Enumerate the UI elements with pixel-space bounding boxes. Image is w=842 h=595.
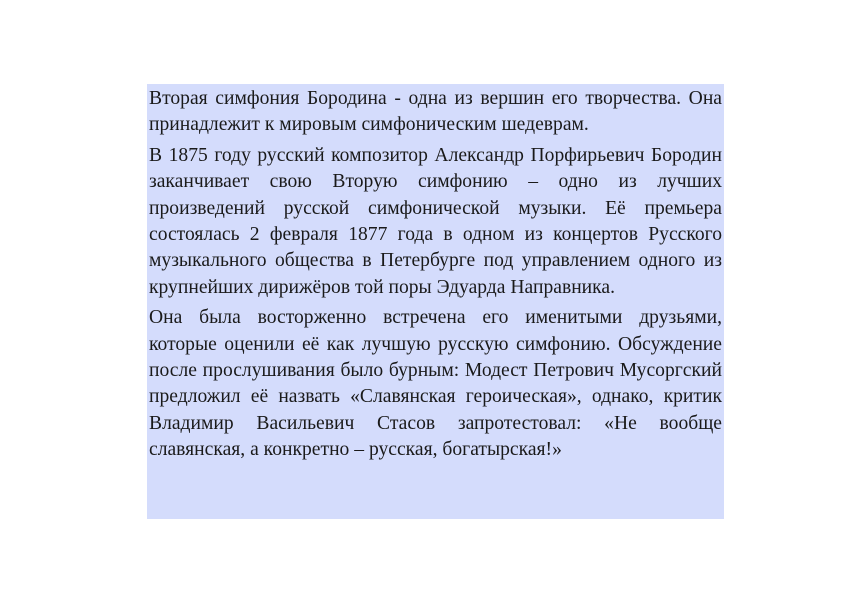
paragraph-reception: Она была восторженно встречена его именитыми друзьями, которые оценили её как лучшую русскую симфонию. Обсуждение после прослушивания было бурным: Модест Петрович Мусоргский предложил её назвать «Славянская героическая», однако, критик Владимир Васильевич Стасов запротестовал: «Не вообще славянская, а конкретно – русская, богатырская!» [149, 307, 722, 461]
paragraph-premiere: В 1875 году русский композитор Александр Порфирьевич Бородин заканчивает свою Вторую симфонию – одно из лучших произведений русской симфонической музыки. Её премьера состоялась 2 февраля 1877 года в одном из концертов Русского музыкального общества в Петербурге под управлением одного из крупнейших дирижёров той поры Эдуарда Направника. [149, 144, 722, 298]
paragraph-intro: Вторая симфония Бородина - одна из вершин его творчества. Она принадлежит к мировым симфоническим шедеврам. [149, 88, 722, 136]
text-box [147, 84, 724, 519]
